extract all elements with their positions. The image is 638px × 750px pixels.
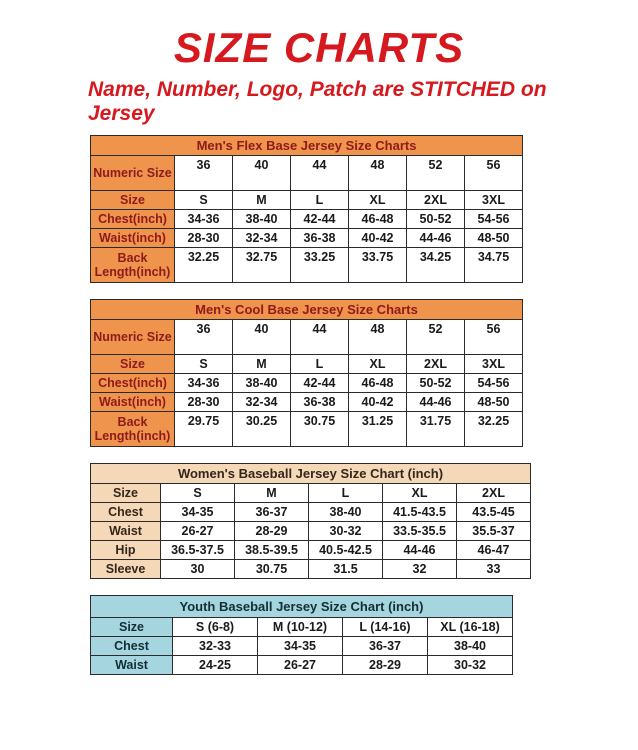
row-label: Back Length(inch) xyxy=(91,412,175,447)
row-label: Waist(inch) xyxy=(91,393,175,412)
size-value-cell: 34-35 xyxy=(161,503,235,522)
size-value-cell: M (10-12) xyxy=(258,618,343,637)
size-value-cell: 30-32 xyxy=(309,522,383,541)
size-value-cell: S xyxy=(161,484,235,503)
size-value-cell: 34-35 xyxy=(258,637,343,656)
size-value-cell: 48 xyxy=(349,320,407,355)
size-value-cell: 36.5-37.5 xyxy=(161,541,235,560)
size-value-cell: 32 xyxy=(383,560,457,579)
size-value-cell: 31.5 xyxy=(309,560,383,579)
row-label: Size xyxy=(91,484,161,503)
size-value-cell: 46-48 xyxy=(349,210,407,229)
table-row xyxy=(91,210,523,229)
size-value-cell: 34-36 xyxy=(175,210,233,229)
size-value-cell: XL (16-18) xyxy=(428,618,513,637)
table-row xyxy=(91,560,531,579)
row-label: Sleeve xyxy=(91,560,161,579)
size-value-cell: 38-40 xyxy=(309,503,383,522)
size-value-cell: 32-33 xyxy=(173,637,258,656)
size-value-cell: 31.75 xyxy=(407,412,465,447)
size-value-cell: 46-48 xyxy=(349,374,407,393)
size-value-cell: 28-29 xyxy=(235,522,309,541)
size-value-cell: 40 xyxy=(233,320,291,355)
table-row xyxy=(91,248,523,283)
page-title: SIZE CHARTS xyxy=(173,24,465,71)
table-row xyxy=(91,412,523,447)
size-value-cell: 36 xyxy=(175,156,233,191)
size-value-cell: XL xyxy=(383,484,457,503)
size-value-cell: 38.5-39.5 xyxy=(235,541,309,560)
size-value-cell: 32-34 xyxy=(233,229,291,248)
size-value-cell: 43.5-45 xyxy=(457,503,531,522)
row-label: Size xyxy=(91,191,175,210)
size-value-cell: 34.25 xyxy=(407,248,465,283)
size-value-cell: 46-47 xyxy=(457,541,531,560)
table-title: Men's Flex Base Jersey Size Charts xyxy=(91,136,523,156)
row-label: Back Length(inch) xyxy=(91,248,175,283)
size-value-cell: 32.25 xyxy=(465,412,523,447)
size-value-cell: 36-38 xyxy=(291,393,349,412)
size-value-cell: 32.25 xyxy=(175,248,233,283)
size-value-cell: 40-42 xyxy=(349,393,407,412)
row-label: Chest xyxy=(91,503,161,522)
mens-flex-base-size-chart-table xyxy=(90,135,523,283)
table-row xyxy=(91,541,531,560)
size-value-cell: 40 xyxy=(233,156,291,191)
table-row xyxy=(91,156,523,191)
size-value-cell: L (14-16) xyxy=(343,618,428,637)
size-value-cell: 26-27 xyxy=(161,522,235,541)
size-value-cell: 36-37 xyxy=(235,503,309,522)
size-value-cell: XL xyxy=(349,191,407,210)
row-label: Waist xyxy=(91,656,173,675)
table-row xyxy=(91,229,523,248)
size-value-cell: 56 xyxy=(465,320,523,355)
size-value-cell: 44 xyxy=(291,320,349,355)
table-row xyxy=(91,503,531,522)
row-label: Chest(inch) xyxy=(91,210,175,229)
size-value-cell: S xyxy=(175,191,233,210)
row-label: Size xyxy=(91,618,173,637)
size-value-cell: 2XL xyxy=(407,191,465,210)
size-value-cell: 36 xyxy=(175,320,233,355)
row-label: Numeric Size xyxy=(91,320,175,355)
size-value-cell: 36-37 xyxy=(343,637,428,656)
size-value-cell: 34.75 xyxy=(465,248,523,283)
table-row xyxy=(91,656,513,675)
size-value-cell: 50-52 xyxy=(407,374,465,393)
size-value-cell: 30-32 xyxy=(428,656,513,675)
table-row xyxy=(91,374,523,393)
size-value-cell: S xyxy=(175,355,233,374)
size-value-cell: M xyxy=(235,484,309,503)
size-value-cell: 38-40 xyxy=(428,637,513,656)
size-value-cell: M xyxy=(233,355,291,374)
size-value-cell: 41.5-43.5 xyxy=(383,503,457,522)
size-value-cell: 30 xyxy=(161,560,235,579)
size-value-cell: 36-38 xyxy=(291,229,349,248)
row-label: Size xyxy=(91,355,175,374)
tables-container xyxy=(90,135,638,675)
size-value-cell: XL xyxy=(349,355,407,374)
size-value-cell: 2XL xyxy=(457,484,531,503)
size-value-cell: 44-46 xyxy=(407,229,465,248)
size-value-cell: 31.25 xyxy=(349,412,407,447)
mens-cool-base-size-chart-table xyxy=(90,299,523,447)
size-value-cell: 3XL xyxy=(465,355,523,374)
size-value-cell: 33 xyxy=(457,560,531,579)
table-title: Men's Cool Base Jersey Size Charts xyxy=(91,300,523,320)
size-value-cell: 54-56 xyxy=(465,210,523,229)
size-value-cell: 28-30 xyxy=(175,229,233,248)
size-value-cell: 48-50 xyxy=(465,229,523,248)
size-value-cell: 33.75 xyxy=(349,248,407,283)
youth-baseball-size-chart-table xyxy=(90,595,513,675)
size-value-cell: 40-42 xyxy=(349,229,407,248)
size-value-cell: L xyxy=(291,191,349,210)
size-value-cell: L xyxy=(291,355,349,374)
table-title: Women's Baseball Jersey Size Chart (inch) xyxy=(91,464,531,484)
row-label: Waist xyxy=(91,522,161,541)
size-value-cell: 54-56 xyxy=(465,374,523,393)
size-value-cell: 29.75 xyxy=(175,412,233,447)
row-label: Chest xyxy=(91,637,173,656)
size-value-cell: 44 xyxy=(291,156,349,191)
table-row xyxy=(91,191,523,210)
size-value-cell: 35.5-37 xyxy=(457,522,531,541)
size-value-cell: 30.75 xyxy=(235,560,309,579)
size-value-cell: 34-36 xyxy=(175,374,233,393)
size-value-cell: 42-44 xyxy=(291,374,349,393)
table-row xyxy=(91,637,513,656)
table-row xyxy=(91,355,523,374)
size-value-cell: 52 xyxy=(407,156,465,191)
size-value-cell: 33.25 xyxy=(291,248,349,283)
size-value-cell: L xyxy=(309,484,383,503)
size-value-cell: 32.75 xyxy=(233,248,291,283)
size-value-cell: 30.75 xyxy=(291,412,349,447)
size-value-cell: 33.5-35.5 xyxy=(383,522,457,541)
table-row xyxy=(91,320,523,355)
size-value-cell: 2XL xyxy=(407,355,465,374)
size-value-cell: 48 xyxy=(349,156,407,191)
womens-baseball-size-chart-table xyxy=(90,463,531,579)
row-label: Chest(inch) xyxy=(91,374,175,393)
size-value-cell: 28-30 xyxy=(175,393,233,412)
size-value-cell: 32-34 xyxy=(233,393,291,412)
size-value-cell: 40.5-42.5 xyxy=(309,541,383,560)
size-value-cell: 24-25 xyxy=(173,656,258,675)
size-value-cell: 52 xyxy=(407,320,465,355)
row-label: Hip xyxy=(91,541,161,560)
size-value-cell: 44-46 xyxy=(407,393,465,412)
size-value-cell: 42-44 xyxy=(291,210,349,229)
row-label: Waist(inch) xyxy=(91,229,175,248)
size-value-cell: 50-52 xyxy=(407,210,465,229)
size-value-cell: 38-40 xyxy=(233,210,291,229)
size-value-cell: 44-46 xyxy=(383,541,457,560)
size-value-cell: 30.25 xyxy=(233,412,291,447)
table-title: Youth Baseball Jersey Size Chart (inch) xyxy=(91,596,513,618)
page-subtitle: Name, Number, Logo, Patch are STITCHED on Jersey xyxy=(88,78,547,125)
size-value-cell: 56 xyxy=(465,156,523,191)
row-label: Numeric Size xyxy=(91,156,175,191)
table-row xyxy=(91,393,523,412)
size-value-cell: M xyxy=(233,191,291,210)
size-value-cell: S (6-8) xyxy=(173,618,258,637)
table-row xyxy=(91,484,531,503)
table-row xyxy=(91,522,531,541)
size-value-cell: 48-50 xyxy=(465,393,523,412)
size-value-cell: 28-29 xyxy=(343,656,428,675)
size-value-cell: 38-40 xyxy=(233,374,291,393)
table-row xyxy=(91,618,513,637)
size-value-cell: 26-27 xyxy=(258,656,343,675)
size-value-cell: 3XL xyxy=(465,191,523,210)
